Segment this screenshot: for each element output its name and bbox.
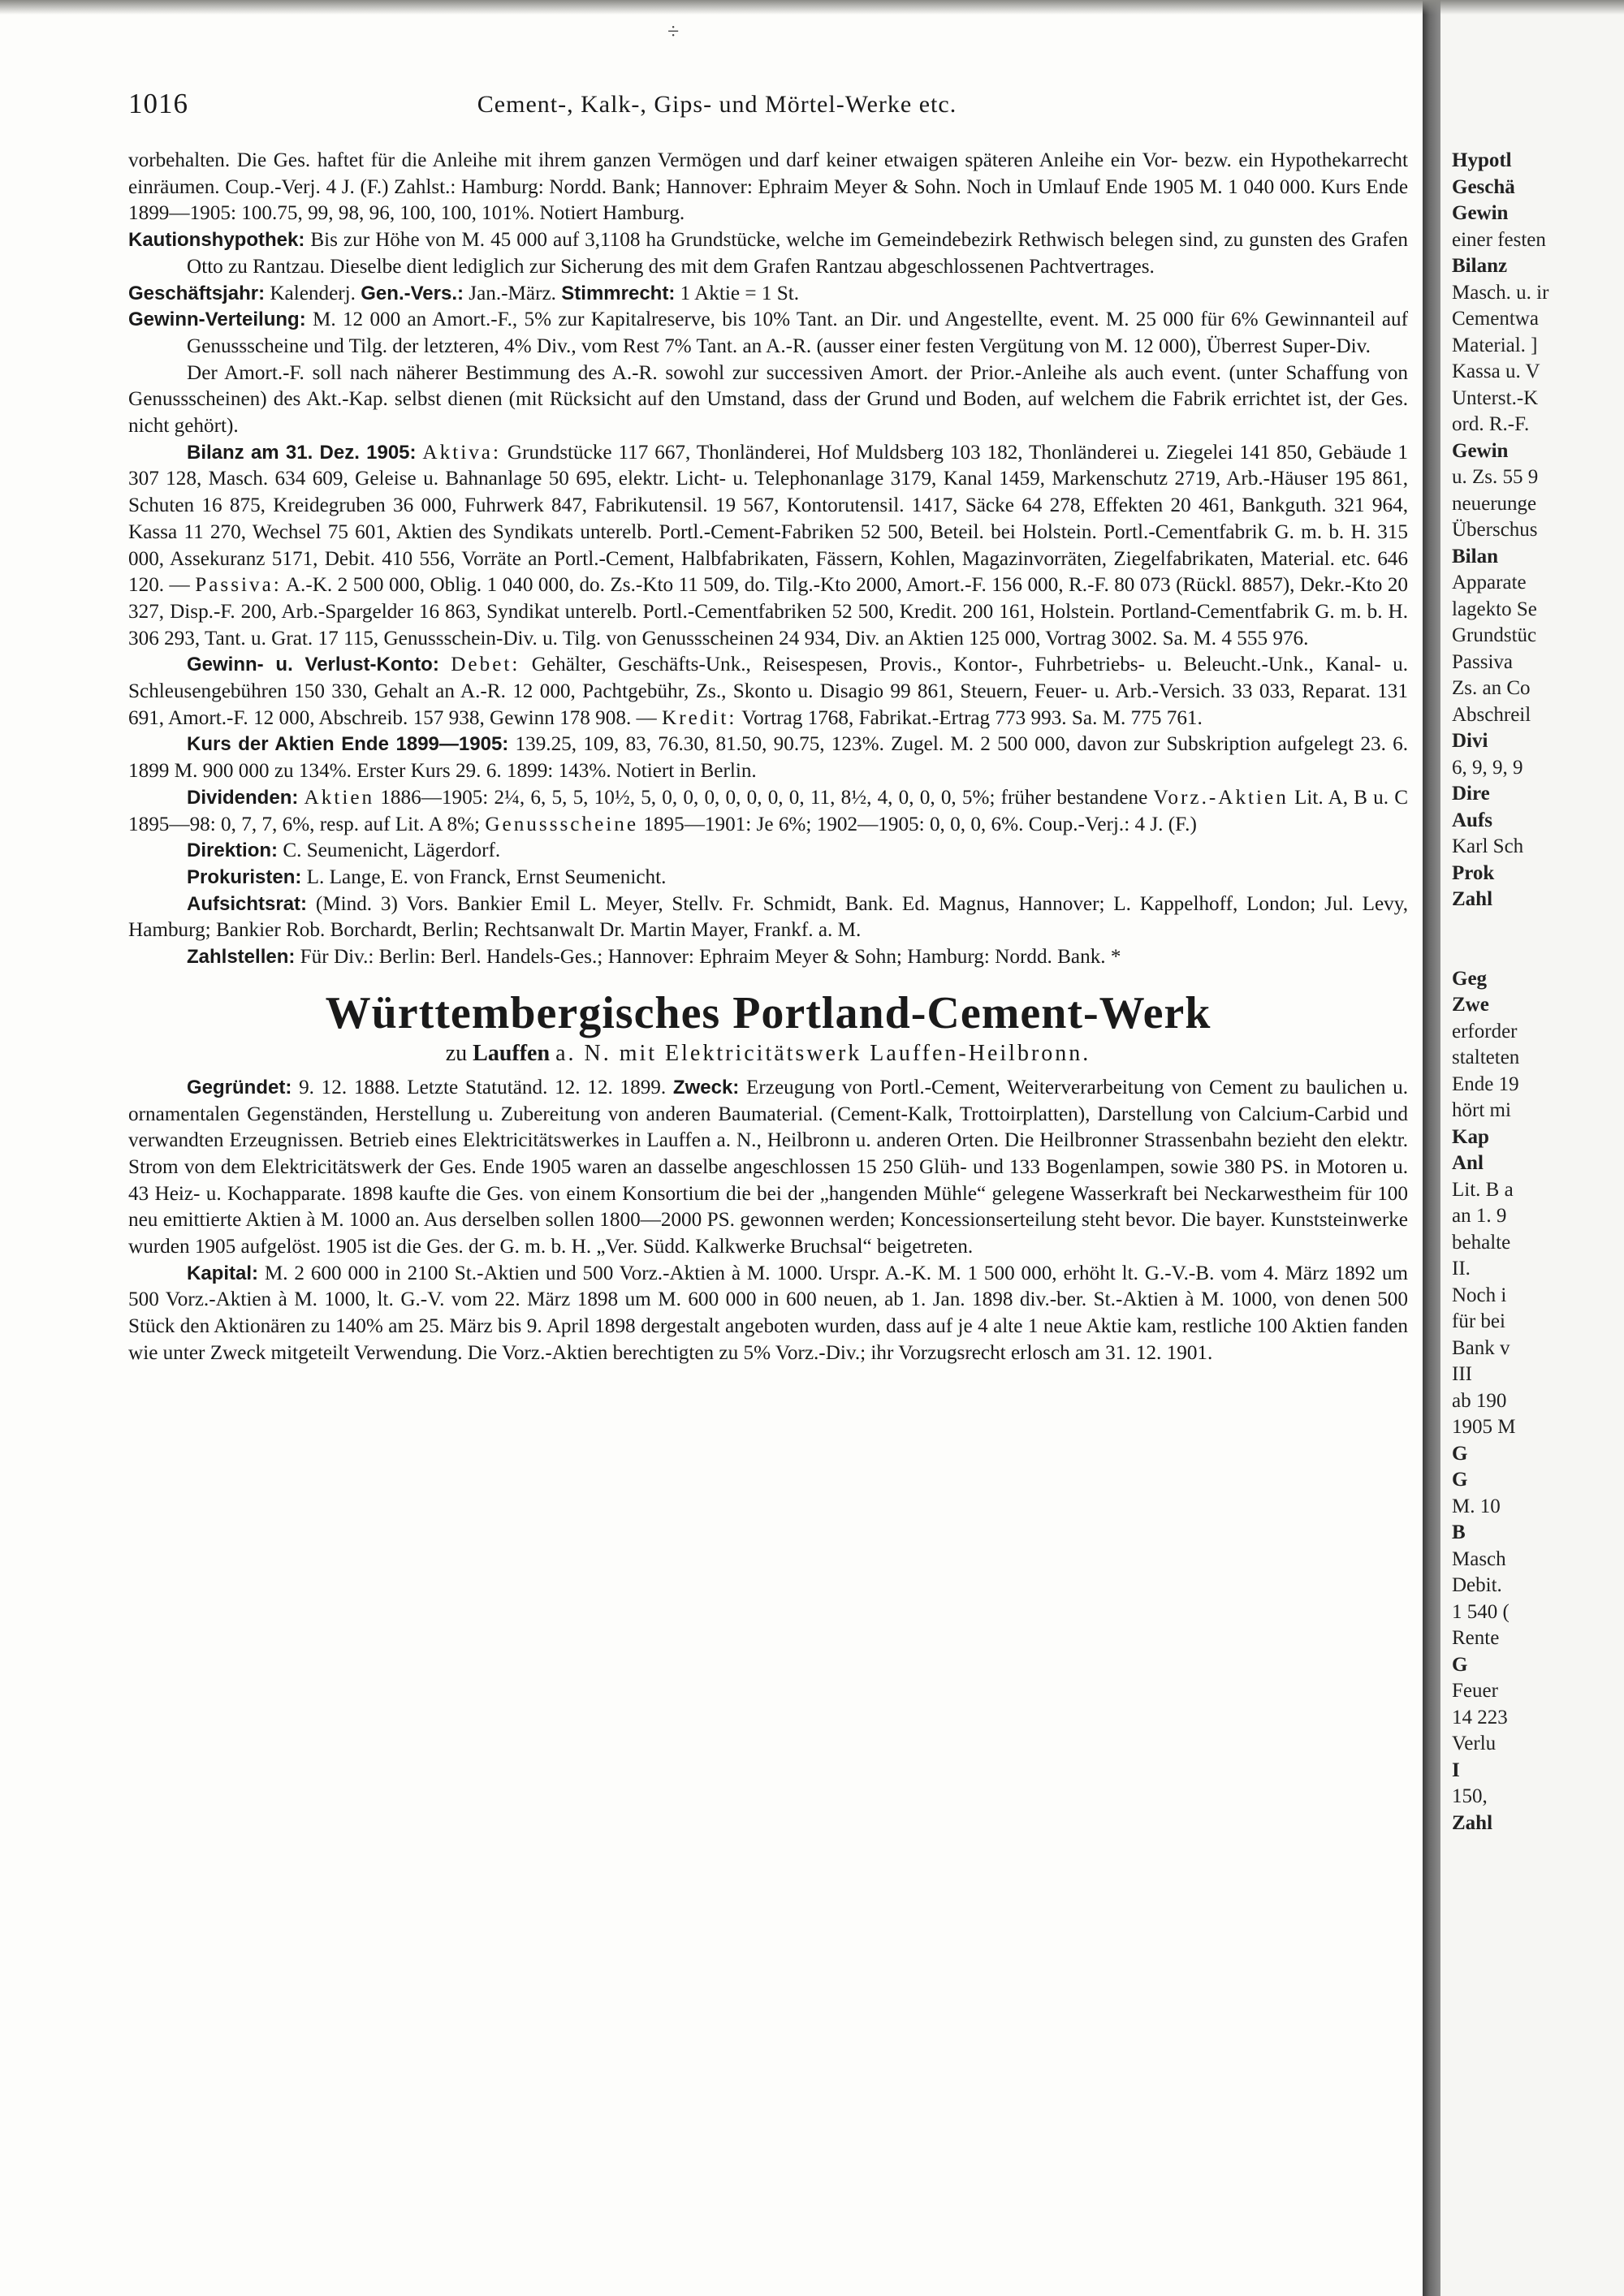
geschaeftsjahr-label: Geschäftsjahr:	[128, 282, 266, 304]
adjacent-line: Gewin	[1452, 439, 1509, 462]
aufsichtsrat-text: (Mind. 3) Vors. Bankier Emil L. Meyer, Stellv. Fr. Schmidt, Bank. Ed. Magnus, Hannover; L. Kappelhoff, London; Jul. Levy, Hamburg; Bankier Rob. Borchardt, Berlin; Rechtsanwalt Dr. Martin Mayer, Frankf. a. M.	[128, 892, 1409, 942]
adjacent-line: einer festen	[1452, 228, 1546, 251]
adjacent-page-text	[1452, 148, 1624, 1836]
direktion-paragraph	[128, 838, 1408, 865]
adjacent-line: Abschreil	[1452, 703, 1531, 726]
company-subtitle	[128, 1039, 1408, 1068]
adjacent-line: 6, 9, 9, 9	[1452, 756, 1523, 779]
gewinn-label: Gewinn-Verteilung:	[128, 309, 306, 331]
adjacent-line: Masch	[1452, 1547, 1506, 1570]
top-mark: ÷	[667, 19, 680, 43]
adjacent-line: Geg	[1452, 967, 1488, 990]
adjacent-line: Lit. B a	[1452, 1178, 1514, 1201]
dividenden-label: Dividenden:	[187, 786, 299, 809]
passiva-word: Passiva:	[195, 574, 282, 597]
div-aktien-text: 1886—1905: 2¼, 6, 5, 5, 10½, 5, 0, 0, 0, 0, 0, 0, 0, 11, 8½, 4, 0, 0, 0, 5%; früher bestandene	[380, 786, 1148, 809]
adjacent-line: 1 540 (	[1452, 1600, 1510, 1623]
amort-paragraph: Der Amort.-F. soll nach näherer Bestimmung des A.-R. sowohl zur successiven Amort. der Prior.-Anleihe als auch event. (unter Schaffung von Genussscheinen) des Akt.-Kap. selbst dienen (mit Rücksicht auf den Umstand, dass der Grund und Boden, auf welchem die Fabrik errichtet ist, der Ges. nicht gehört).	[128, 361, 1408, 438]
page-gutter-shadow	[1423, 0, 1440, 2296]
zweck-label: Zweck:	[672, 1076, 740, 1098]
subtitle-town: Lauffen	[473, 1040, 551, 1066]
adjacent-line: erforder	[1452, 1020, 1518, 1042]
adjacent-line: Zs. an Co	[1452, 677, 1531, 699]
adjacent-line: M. 10	[1452, 1495, 1501, 1517]
intro-paragraph: vorbehalten. Die Ges. haftet für die Anleihe mit ihrem ganzen Vermögen und darf keiner etwaigen späteren Anleihe ein Vor- bezw. ein Hypothekarrecht einräumen. Coup.-Verj. 4 J. (F.) Zahlst.: Hamburg: Nordd. Bank; Hannover: Ephraim Meyer & Sohn. Noch in Umlauf Ende 1905 M. 1 040 000. Kurs Ende 1899—1905: 100.75, 99, 98, 96, 100, 100, 101%. Notiert Hamburg.	[128, 149, 1408, 225]
direktion-label: Direktion:	[187, 839, 279, 862]
adjacent-line: Cementwa	[1452, 308, 1539, 330]
adjacent-line: u. Zs. 55 9	[1452, 466, 1539, 488]
gewinn-text: M. 12 000 an Amort.-F., 5% zur Kapitalreserve, bis 10% Tant. an Dir. und Angestellte, event. M. 25 000 für 6% Gewinnanteil auf Genussscheine und Tilg. der letzteren, 4% Div., vom Rest 7% Tant. an A.-R. (ausser einer festen Vergütung von M. 12 000), Überrest Super-Div.	[187, 309, 1409, 357]
div-vorz-text: Lit. A, B u. C 1895—98: 0, 7, 7, 6%, resp. auf Lit. A 8%;	[128, 786, 1409, 835]
adjacent-line: Zahl	[1452, 1811, 1493, 1834]
gegruendet-paragraph	[128, 1075, 1408, 1261]
scan-top-shadow	[0, 0, 1624, 15]
adjacent-line: Verlu	[1452, 1733, 1497, 1754]
adjacent-line: Aufs	[1452, 809, 1493, 831]
adjacent-line: Apparate	[1452, 572, 1527, 593]
adjacent-line: ab 190	[1452, 1389, 1507, 1412]
adjacent-line: neuerunge	[1452, 492, 1537, 515]
kredit-text: Vortrag 1768, Fabrikat.-Ertrag 773 993. Sa. M. 775 761.	[741, 706, 1203, 729]
gegruendet-label: Gegründet:	[187, 1076, 292, 1098]
adjacent-line: Divi	[1452, 730, 1488, 752]
adjacent-line: Feuer	[1452, 1680, 1498, 1702]
subtitle-suffix: a. N. mit Elektricitätswerk Lauffen-Heilbronn.	[555, 1040, 1091, 1066]
dividenden-paragraph	[128, 785, 1408, 838]
gegruendet-text: 9. 12. 1888. Letzte Statutänd. 12. 12. 1899.	[299, 1076, 667, 1098]
adjacent-line	[1452, 913, 1624, 940]
geschaeftsjahr-text: Kalenderj.	[270, 282, 356, 304]
direktion-text: C. Seumenicht, Lägerdorf.	[283, 839, 501, 862]
prokuristen-label: Prokuristen:	[187, 865, 302, 888]
adjacent-line: Zahl	[1452, 888, 1493, 910]
adjacent-line: Karl Sch	[1452, 835, 1524, 857]
prokuristen-paragraph	[128, 865, 1408, 891]
adjacent-page-fragment	[1440, 0, 1624, 2296]
aktiva-word: Aktiva:	[422, 441, 501, 464]
adjacent-line: lagekto Se	[1452, 598, 1537, 620]
adjacent-line: Prok	[1452, 861, 1495, 884]
prokuristen-text: L. Lange, E. von Franck, Ernst Seumenicht.	[306, 865, 667, 888]
adjacent-line: III	[1452, 1363, 1472, 1385]
adjacent-line: Debit.	[1452, 1574, 1502, 1596]
adjacent-line: Bilanz	[1452, 255, 1508, 277]
adjacent-line: G	[1452, 1469, 1468, 1491]
kurs-text: 139.25, 109, 83, 76.30, 81.50, 90.75, 123%. Zugel. M. 2 500 000, davon zur Subskription aufgelegt 23. 6. 1899 M. 900 000 zu 134%. Erster Kurs 29. 6. 1899: 143%. Notiert in Berlin.	[128, 733, 1408, 783]
div-genuss-text: 1895—1901: Je 6%; 1902—1905: 0, 0, 0, 6%. Coup.-Verj.: 4 J. (F.)	[643, 813, 1197, 835]
subtitle-prefix: zu	[445, 1040, 468, 1066]
zahlstellen-label: Zahlstellen:	[187, 946, 296, 969]
div-vorz-word: Vorz.-Aktien	[1153, 786, 1289, 809]
passiva-text: A.-K. 2 500 000, Oblig. 1 040 000, do. Zs.-Kto 11 509, do. Tilg.-Kto 2000, Amort.-F. 156 000, R.-F. 80 073 (Rückl. 8857), Dekr.-Kto 20 327, Disp.-F. 200, Arb.-Spargelder 16 863, Syndikat unterelb. Portl.-Cementfabriken 52 500, Kredit. 200 161, Holstein. Portland-Cementfabrik G. m. b. H. 306 293, Tant. u. Grat. 17 115, Genussschein-Div. u. Tilg. von Genussscheinen 24 934, Div. an Aktien 125 000, Vortrag 3002. Sa. M. 4 555 976.	[128, 574, 1409, 650]
adjacent-line	[1452, 939, 1624, 966]
kapital-text: M. 2 600 000 in 2100 St.-Aktien und 500 Vorz.-Aktien à M. 1000. Urspr. A.-K. M. 1 500 000, erhöht lt. G.-V.-B. vom 4. März 1892 um 500 Vorz.-Aktien à M. 1000, lt. G.-V. vom 22. März 1898 um M. 600 000 in 600 neuen, ab 1. Jan. 1898 div.-ber. St.-Aktien à M. 1000, von denen 500 Stück den Aktionären zu 140% am 25. März bis 9. April 1898 dergestalt angeboten wurden, dass auf je 4 alte 1 neue Aktie kam, restliche 100 Aktien fanden wie unter Zweck mitgeteilt Verwendung. Die Vorz.-Aktien berechtigten zu 5% Vorz.-Div.; ihr Vorzugsrecht erlosch am 31. 12. 1901.	[128, 1262, 1409, 1364]
aufsichtsrat-paragraph	[128, 891, 1408, 944]
kapital-label: Kapital:	[187, 1262, 259, 1284]
genvers-label: Gen.-Vers.:	[361, 282, 464, 304]
adjacent-line: Hypotl	[1452, 149, 1512, 171]
debet-word: Debet:	[451, 654, 520, 676]
adjacent-line: Grundstüc	[1452, 624, 1537, 646]
adjacent-line: Masch. u. ir	[1452, 281, 1549, 304]
adjacent-line: Überschus	[1452, 519, 1538, 541]
div-aktien-word: Aktien	[304, 786, 375, 809]
adjacent-line: Zwe	[1452, 994, 1489, 1016]
adjacent-line: Noch i	[1452, 1284, 1507, 1306]
kapital-paragraph	[128, 1261, 1408, 1367]
page-header	[128, 88, 1403, 123]
adjacent-line: Material. ]	[1452, 334, 1538, 356]
genvers-text: Jan.-März.	[469, 282, 556, 304]
kautionshypothek-label: Kautionshypothek:	[128, 229, 305, 252]
adjacent-line: ord. R.-F.	[1452, 413, 1530, 435]
adjacent-line: Bank v	[1452, 1336, 1510, 1359]
adjacent-line: Ende 19	[1452, 1072, 1519, 1095]
company-title: Württembergisches Portland-Cement-Werk	[325, 987, 1212, 1038]
kurs-label: Kurs der Aktien Ende 1899—1905:	[187, 733, 509, 756]
geschaeftsjahr-paragraph	[128, 281, 1408, 308]
adjacent-line: B	[1452, 1521, 1466, 1543]
adjacent-line: Dire	[1452, 783, 1490, 805]
zahlstellen-text: Für Div.: Berlin: Berl. Handels-Ges.; Hannover: Ephraim Meyer & Sohn; Hamburg: Nordd. Bank. *	[300, 946, 1121, 969]
adjacent-line: Anl	[1452, 1152, 1484, 1174]
adjacent-line: 150,	[1452, 1785, 1488, 1807]
guv-paragraph	[128, 652, 1408, 732]
adjacent-line: Kap	[1452, 1125, 1489, 1148]
aufsichtsrat-label: Aufsichtsrat:	[187, 892, 308, 915]
zweck-text: Erzeugung von Portl.-Cement, Weiterverarbeitung von Cement zu baulichen u. ornamentalen Gegenständen, Herstellung u. Zubereitung von anderen Baumaterial. (Cement-Kalk, Trottoirplatten), Darstellung von Calcium-Carbid und verwandten Erzeugnissen. Betrieb eines Elektricitätswerkes in Lauffen a. N., Heilbronn u. anderen Orten. Die Heilbronner Strassenbahn bezieht den elektr. Strom von dem Elektricitätswerk der Ges. Ende 1905 waren an dasselbe angeschlossen 15 250 Glüh- und 133 Bogenlampen, sowie 380 PS. in Motoren u. 43 Heiz- u. Kochapparate. 1898 kaufte die Ges. von einem Konsortium die bei der „hangenden Mühle“ gelegene Wasserkraft bei Neckarwestheim für 100 neu emittierte Aktien à M. 1000 an. Aus derselben sollen 1800—2000 PS. gewonnen werden; Koncessionserteilung steht bevor. Die bayer. Kunststeinwerke wurden 1905 aufgelöst. 1905 ist die Ges. der G. m. b. H. „Ver. Südd. Kalkwerke Bruchsal“ beigetreten.	[128, 1076, 1409, 1258]
adjacent-line: Unterst.-K	[1452, 386, 1539, 409]
adjacent-line: Passiva	[1452, 650, 1513, 673]
adjacent-line: an 1. 9	[1452, 1205, 1507, 1227]
adjacent-line: für bei	[1452, 1310, 1505, 1332]
adjacent-line: 1905 M	[1452, 1416, 1516, 1438]
adjacent-line: Kassa u. V	[1452, 360, 1540, 382]
gewinn-paragraph	[128, 307, 1408, 360]
kurs-paragraph	[128, 732, 1408, 784]
adjacent-line: G	[1452, 1442, 1468, 1465]
stimmrecht-text: 1 Aktie = 1 St.	[680, 282, 800, 304]
page-number: 1016	[128, 88, 188, 119]
adjacent-line: Bilan	[1452, 545, 1498, 568]
guv-label: Gewinn- u. Verlust-Konto:	[187, 654, 439, 676]
adjacent-line: II.	[1452, 1258, 1471, 1280]
adjacent-line: Gewin	[1452, 202, 1509, 224]
div-genuss-word: Genussscheine	[485, 813, 639, 835]
adjacent-line: 14 223	[1452, 1706, 1508, 1728]
kautionshypothek-paragraph	[128, 227, 1408, 280]
adjacent-line: behalte	[1452, 1231, 1511, 1254]
adjacent-line: G	[1452, 1653, 1468, 1676]
adjacent-line: I	[1452, 1759, 1460, 1781]
adjacent-line: hört mi	[1452, 1099, 1511, 1121]
adjacent-line: stalteten	[1452, 1047, 1520, 1068]
adjacent-line: Rente	[1452, 1627, 1500, 1649]
bilanz-paragraph	[128, 440, 1408, 653]
kautionshypothek-text: Bis zur Höhe von M. 45 000 auf 3,1108 ha Grundstücke, welche im Gemeindebezirk Rethwisch belegen sind, zu gunsten des Grafen Otto zu Rantzau. Dieselbe dient lediglich zur Sicherung des mit dem Grafen Rantzau abgeschlossenen Pachtvertrages.	[187, 229, 1409, 278]
running-head: Cement-, Kalk-, Gips- und Mörtel-Werke etc.	[477, 91, 957, 118]
zahlstellen-paragraph	[128, 944, 1408, 971]
kredit-word: Kredit:	[662, 706, 737, 729]
stimmrecht-label: Stimmrecht:	[561, 282, 676, 304]
debet-text: Gehälter, Geschäfts-Unk., Reisespesen, Provis., Kontor-, Fuhrbetriebs- u. Beleucht.-Unk., Kanal- u. Schleusengebühren 150 330, Gehalt an A.-R. 12 000, Pachtgebühr, Zs., Skonto u. Disagio 99 861, Steuern, Feuer- u. Arb.-Versich. 33 033, Reparat. 131 691, Amort.-F. 12 000, Abschreib. 157 938, Gewinn 178 908. —	[128, 654, 1409, 729]
bilanz-label: Bilanz am 31. Dez. 1905:	[187, 441, 417, 464]
aktiva-text: Grundstücke 117 667, Thonländerei, Hof Muldsberg 103 182, Thonländerei u. Ziegelei 141 850, Gebäude 1 307 128, Masch. 634 609, Geleise u. Bahnanlage 50 695, elektr. Licht- u. Telephonanlage 3179, Kanal 1459, Markenschutz 2719, Arb.-Häuser 195 861, Schuten 16 875, Kreidegruben 36 000, Fuhrwerk 847, Fabrikutensil. 19 567, Kontorutensil. 1417, Säcke 64 278, Effekten 20 461, Bankguth. 321 964, Kassa 11 270, Wechsel 75 601, Aktien des Syndikats unterelb. Portl.-Cement-Fabriken 52 500, Beteil. bei Holstein. Portl.-Cementfabrik G. m. b. H. 315 000, Assekuranz 5171, Debit. 410 556, Vorräte an Portl.-Cement, Halbfabrikaten, Fässern, Kohlen, Magazinvorräten, Ziegelfabrikaten, Material. etc. 646 120. —	[128, 441, 1409, 597]
text-column	[128, 148, 1408, 1367]
adjacent-line: Geschä	[1452, 175, 1515, 198]
